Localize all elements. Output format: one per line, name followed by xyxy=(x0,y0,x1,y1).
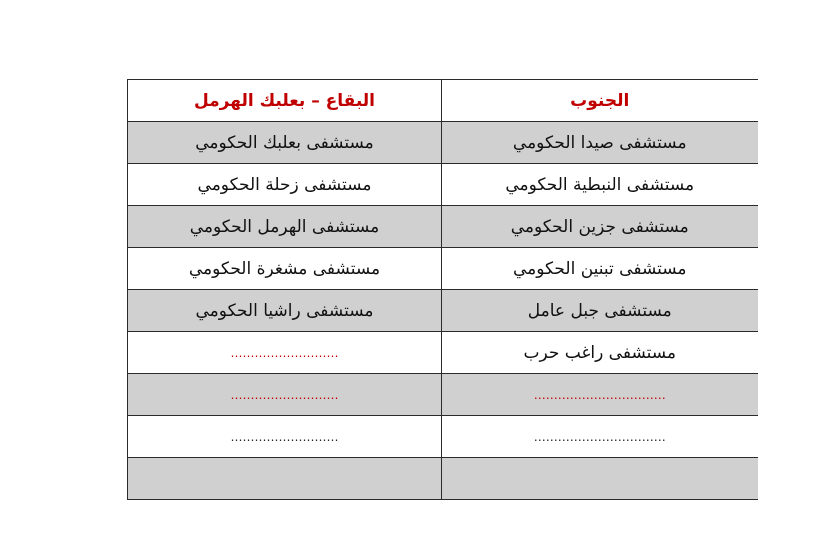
table-cell-right: مستشفى جزين الحكومي xyxy=(442,206,758,248)
table-row xyxy=(128,164,758,206)
table-cell-right: مستشفى صيدا الحكومي xyxy=(442,122,758,164)
table-header-row xyxy=(128,80,758,122)
table-cell-left: مستشفى بعلبك الحكومي xyxy=(128,122,442,164)
table-cell-left xyxy=(128,416,442,458)
header-south: الجنوب xyxy=(442,80,758,122)
dotted-placeholder: …………………………… xyxy=(533,387,666,402)
table-cell-right: مستشفى النبطية الحكومي xyxy=(442,164,758,206)
table-cell-left: مستشفى زحلة الحكومي xyxy=(128,164,442,206)
table-row xyxy=(128,122,758,164)
table-row xyxy=(128,332,758,374)
dotted-placeholder: ……………………… xyxy=(230,387,339,402)
table-row xyxy=(128,458,758,500)
table-row xyxy=(128,290,758,332)
table-cell-right xyxy=(442,374,758,416)
header-bekaa-baalbek-hermel: البقاع – بعلبك الهرمل xyxy=(128,80,442,122)
table-cell-left xyxy=(128,458,442,500)
dotted-placeholder: ……………………… xyxy=(230,345,339,360)
table-cell-right: مستشفى راغب حرب xyxy=(442,332,758,374)
table-cell-right: مستشفى تبنين الحكومي xyxy=(442,248,758,290)
table-cell-right xyxy=(442,458,758,500)
table-row xyxy=(128,248,758,290)
table-cell-right: مستشفى جبل عامل xyxy=(442,290,758,332)
table-cell-right xyxy=(442,416,758,458)
table-cell-left: مستشفى راشيا الحكومي xyxy=(128,290,442,332)
dotted-placeholder: …………………………… xyxy=(533,429,666,444)
table-cell-left: مستشفى الهرمل الحكومي xyxy=(128,206,442,248)
table-row xyxy=(128,206,758,248)
table-cell-left xyxy=(128,374,442,416)
hospitals-table xyxy=(127,79,758,500)
table-row xyxy=(128,416,758,458)
table-cell-left: مستشفى مشغرة الحكومي xyxy=(128,248,442,290)
dotted-placeholder: ……………………… xyxy=(230,429,339,444)
table-row xyxy=(128,374,758,416)
table-cell-left xyxy=(128,332,442,374)
